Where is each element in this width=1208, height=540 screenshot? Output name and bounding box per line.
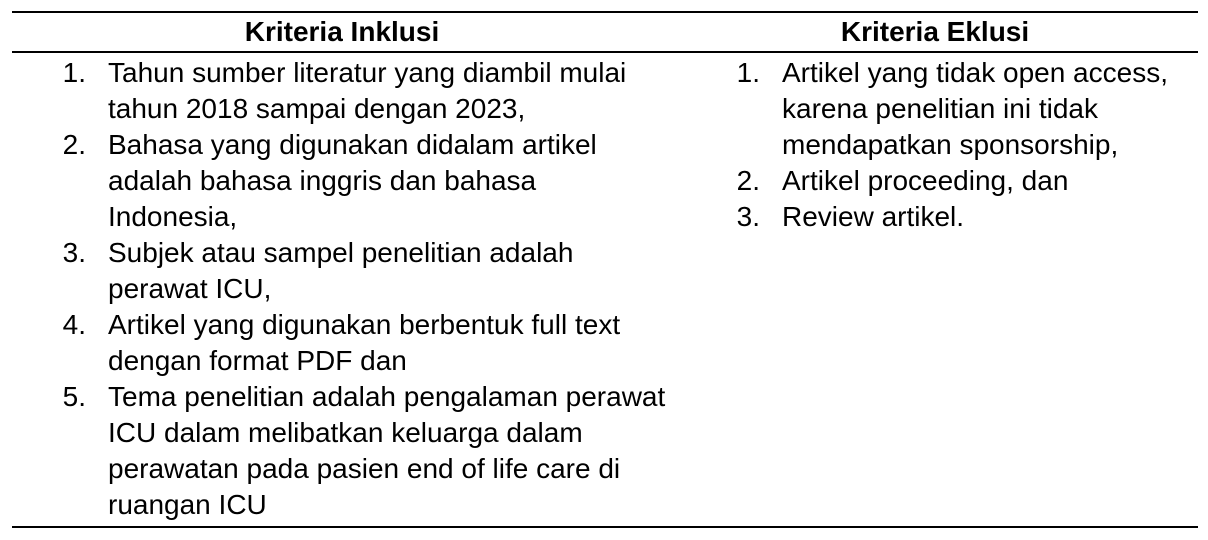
list-item (12, 235, 672, 307)
table-bottom-rule (12, 526, 1198, 528)
item-number: 1. (62, 56, 86, 88)
item-text: Tema penelitian adalah pengalaman perawat ICU dalam melibatkan keluarga dalam perawatan pada pasien end of life care di ruangan ICU (108, 380, 666, 520)
item-text: Bahasa yang digunakan didalam artikel adalah bahasa inggris dan bahasa Indonesia, (108, 128, 597, 232)
item-number: 2. (736, 164, 760, 196)
item-number: 2. (62, 128, 86, 160)
item-text: Artikel yang digunakan berbentuk full text dengan format PDF dan (108, 308, 621, 376)
item-text: Artikel proceeding, dan (782, 164, 1069, 196)
item-text: Subjek atau sampel penelitian adalah perawat ICU, (108, 236, 574, 304)
item-text: Artikel yang tidak open access, karena penelitian ini tidak mendapatkan sponsorship, (782, 56, 1168, 160)
list-item (12, 379, 672, 523)
list-item (12, 55, 672, 127)
list-item (672, 199, 1198, 235)
inclusion-list (12, 55, 672, 523)
table-body-row (12, 53, 1198, 526)
item-number: 3. (62, 236, 86, 268)
inclusion-header: Kriteria Inklusi (244, 16, 440, 47)
item-number: 3. (736, 200, 760, 232)
list-item (672, 163, 1198, 199)
exclusion-header: Kriteria Eklusi (840, 16, 1030, 47)
item-number: 5. (62, 380, 86, 412)
list-item (12, 307, 672, 379)
table-header-row (12, 13, 1198, 51)
item-number: 4. (62, 308, 86, 340)
item-number: 1. (736, 56, 760, 88)
item-text: Tahun sumber literatur yang diambil mulai tahun 2018 sampai dengan 2023, (108, 56, 627, 124)
list-item (672, 55, 1198, 163)
inclusion-column (12, 55, 672, 523)
exclusion-column (672, 55, 1198, 523)
exclusion-list (672, 55, 1198, 235)
item-text: Review artikel. (782, 200, 965, 232)
list-item (12, 127, 672, 235)
criteria-table (12, 11, 1198, 528)
